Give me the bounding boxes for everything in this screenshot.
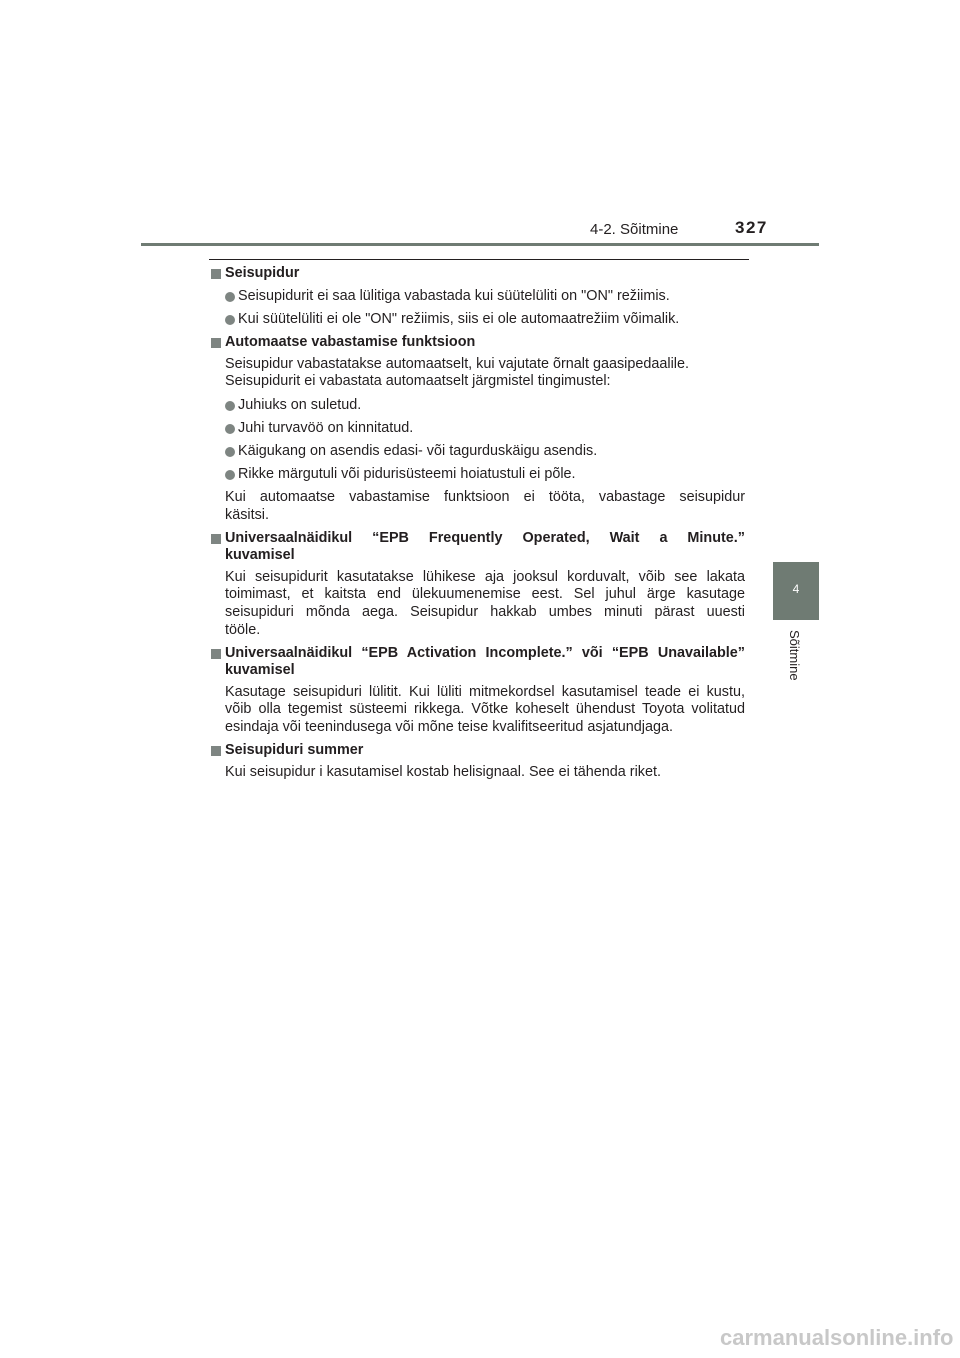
square-bullet-icon — [211, 269, 221, 279]
chapter-label: Sõitmine — [787, 630, 802, 681]
chapter-tab — [773, 562, 819, 620]
round-bullet-icon — [225, 315, 235, 325]
section-intro — [225, 356, 745, 391]
content-rule — [209, 259, 749, 260]
section-automatic-release — [210, 334, 745, 524]
text-line: Seisupidurit ei vabastata automaatselt järgmistel tingimustel: — [225, 373, 611, 390]
list-item-text: Seisupidurit ei saa lülitiga vabastada kui süütelüliti on "ON" režiimis. — [238, 288, 670, 305]
text-line: Seisupidur vabastatakse automaatselt, kui vajutate õrnalt gaasipedaalile. — [225, 355, 689, 372]
section-heading: Seisupidur — [225, 265, 300, 281]
text-line: Kui seisupidurit kasutatakse lühikese aja jooksul korduvalt, võib see lakata — [225, 568, 745, 585]
text-line: toimimast, et kaitsta end ülekuumenemise eest. Sel juhul ärge kasutage — [225, 586, 745, 603]
header-rule — [141, 243, 819, 246]
text-line: Kasutage seisupiduri lülitit. Kui lüliti mitmekordsel kasutamisel teade ei kustu, — [225, 683, 745, 700]
round-bullet-icon — [225, 401, 235, 411]
bullet-list — [225, 288, 745, 329]
heading-line: kuvamisel — [225, 662, 295, 679]
text-line: Kui seisupidur i kasutamisel kostab helisignaal. See ei tähenda riket. — [225, 763, 661, 780]
list-item — [225, 397, 745, 415]
section-heading — [225, 645, 745, 680]
round-bullet-icon — [225, 424, 235, 434]
list-item-text: Rikke märgutuli või pidurisüsteemi hoiatustuli ei põle. — [238, 465, 576, 482]
section-heading — [225, 530, 745, 565]
section-heading: Automaatse vabastamise funktsioon — [225, 334, 476, 351]
text-line: käsitsi. — [225, 506, 269, 523]
section-outro — [225, 489, 745, 524]
text-line: seisupiduri mõnda aega. Seisupidur hakkab umbes minuti pärast uuesti — [225, 604, 745, 620]
list-item-text: Kui süütelüliti ei ole "ON" režiimis, siis ei ole automaatrežiim võimalik. — [238, 311, 680, 328]
round-bullet-icon — [225, 292, 235, 302]
text-line: Kui automaatse vabastamise funktsioon ei tööta, vabastage seisupidur — [225, 488, 745, 505]
text-line: võib olla tegemist süsteemi rikkega. Võtke koheselt ühendust Toyota volitatud — [225, 701, 745, 718]
text-line: esindaja või teenindusega või mõne teise kvalifitseeritud asjatundjaga. — [225, 719, 673, 736]
square-bullet-icon — [211, 649, 221, 659]
round-bullet-icon — [225, 470, 235, 480]
square-bullet-icon — [211, 534, 221, 544]
section-epb-frequently-operated — [210, 530, 745, 640]
list-item — [225, 466, 745, 484]
section-seisupidur — [210, 265, 745, 329]
page-header — [0, 0, 960, 250]
text-line: tööle. — [225, 621, 261, 638]
section-body — [225, 764, 745, 782]
list-item-text: Käigukang on asendis edasi- või tagurduskäigu asendis. — [238, 442, 598, 459]
heading-line: Universaalnäidikul “EPB Frequently Operated, Wait a Minute.” — [225, 529, 745, 546]
list-item — [225, 311, 745, 329]
section-heading: Seisupiduri summer — [225, 742, 364, 759]
page-content — [210, 265, 745, 781]
list-item — [225, 443, 745, 461]
round-bullet-icon — [225, 447, 235, 457]
page-number: 327 — [735, 218, 768, 237]
list-item-text: Juhiuks on suletud. — [238, 396, 362, 413]
list-item-text: Juhi turvavöö on kinnitatud. — [238, 419, 414, 436]
square-bullet-icon — [211, 338, 221, 348]
square-bullet-icon — [211, 746, 221, 756]
watermark: carmanualsonline.info — [720, 1325, 954, 1350]
section-body — [225, 569, 745, 639]
bullet-list — [225, 397, 745, 484]
section-label: 4-2. Sõitmine — [590, 221, 679, 238]
section-body — [225, 684, 745, 737]
heading-line: Universaalnäidikul “EPB Activation Incomplete.” või “EPB Unavailable” — [225, 644, 745, 661]
section-epb-activation-incomplete — [210, 645, 745, 737]
list-item — [225, 288, 745, 306]
heading-line: kuvamisel — [225, 547, 295, 564]
section-parking-brake-buzzer — [210, 742, 745, 781]
list-item — [225, 420, 745, 438]
chapter-number: 4 — [792, 582, 800, 596]
